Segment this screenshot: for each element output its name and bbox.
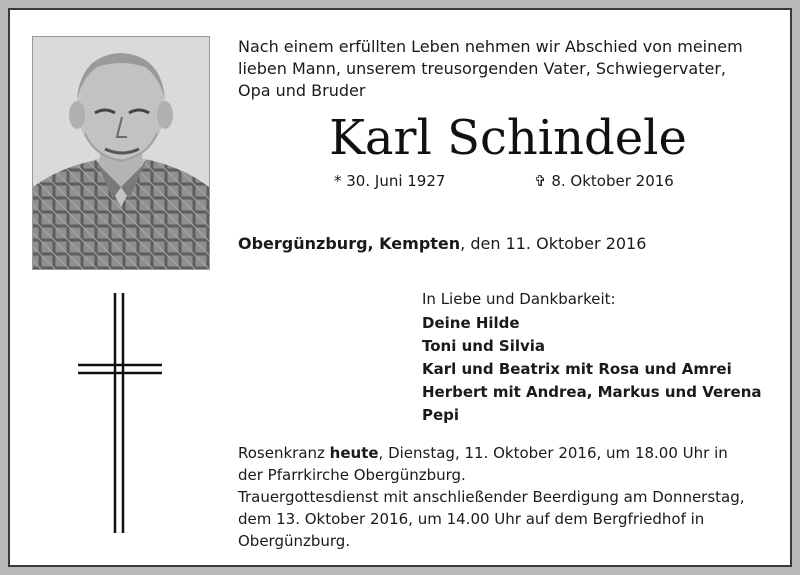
notice-line — [238, 442, 786, 464]
portrait-photo — [32, 36, 210, 270]
place-date-line — [238, 234, 646, 253]
place-date: , den 11. Oktober 2016 — [460, 234, 647, 253]
death-date: ✞ 8. Oktober 2016 — [534, 172, 674, 190]
mourner-name: Pepi — [422, 406, 460, 424]
mourner-name: Toni und Silvia — [422, 337, 546, 355]
cross-icon — [70, 293, 170, 533]
notice-text: Rosenkranz — [238, 444, 330, 462]
notice-text: , Dienstag, 11. Oktober 2016, um 18.00 Uhr in — [378, 444, 728, 462]
place-names: Obergünzburg, Kempten — [238, 234, 461, 253]
intro-text — [238, 36, 778, 102]
notice-line: der Pfarrkirche Obergünzburg. — [238, 466, 466, 484]
mourners-list — [422, 288, 762, 427]
intro-line: Opa und Bruder — [238, 81, 366, 100]
mourner-name: Herbert mit Andrea, Markus und Verena — [422, 383, 762, 401]
notice-line: Trauergottesdienst mit anschließender Beerdigung am Donnerstag, — [238, 488, 745, 506]
service-notice — [238, 442, 786, 552]
notice-line: dem 13. Oktober 2016, um 14.00 Uhr auf dem Bergfriedhof in — [238, 510, 705, 528]
notice-line: Obergünzburg. — [238, 532, 351, 550]
intro-line: lieben Mann, unserem treusorgenden Vater, Schwiegervater, — [238, 59, 726, 78]
mourner-name: Deine Hilde — [422, 314, 520, 332]
mourners-intro: In Liebe und Dankbarkeit: — [422, 290, 616, 308]
deceased-name: Karl Schindele — [329, 110, 687, 166]
intro-line: Nach einem erfüllten Leben nehmen wir Abschied von meinem — [238, 37, 743, 56]
birth-date: * 30. Juni 1927 — [334, 172, 446, 190]
mourner-name: Karl und Beatrix mit Rosa und Amrei — [422, 360, 732, 378]
portrait-illustration — [33, 37, 209, 269]
obituary-notice — [8, 8, 792, 567]
notice-emphasis: heute — [329, 444, 379, 462]
